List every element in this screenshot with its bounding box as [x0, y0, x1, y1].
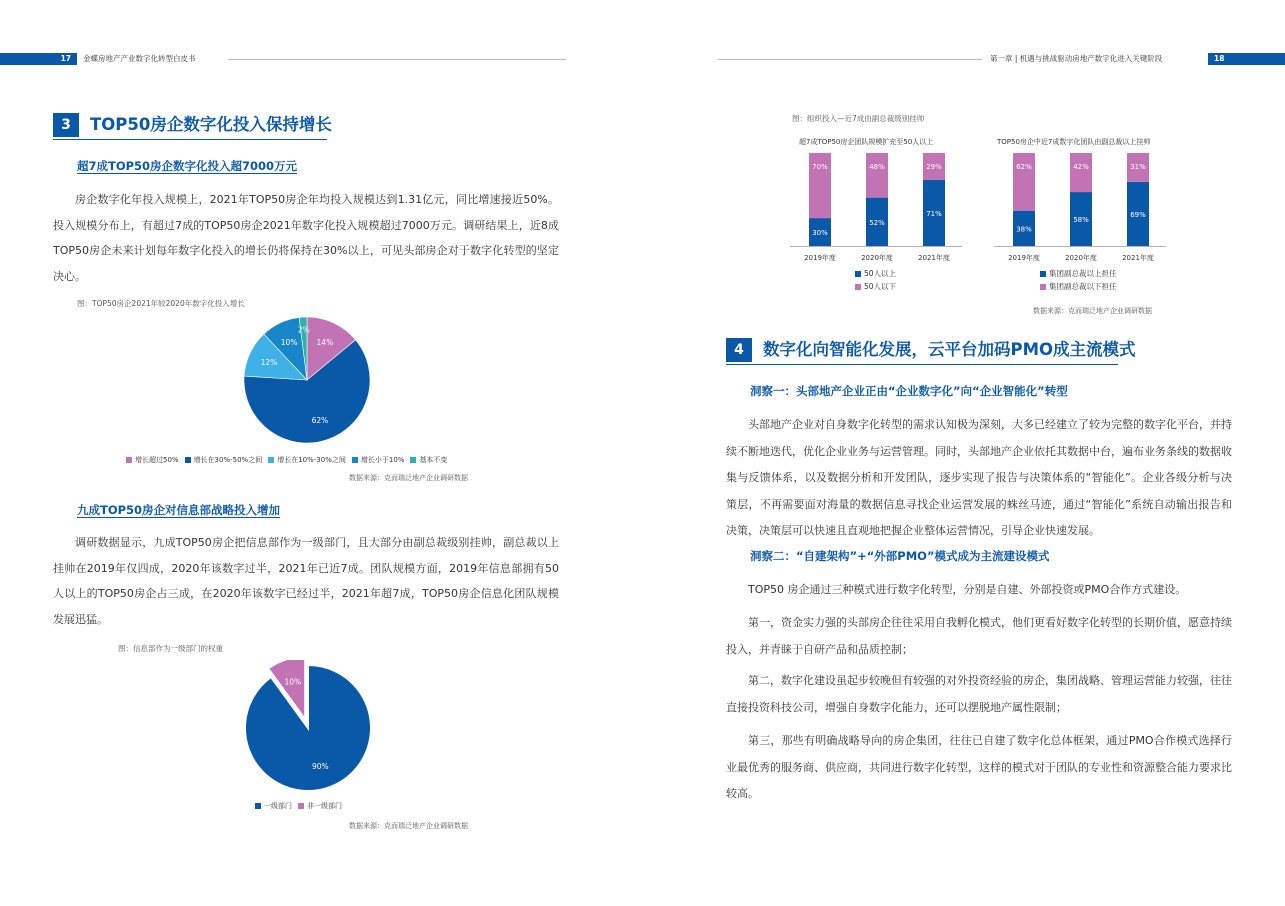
bar2-data-label-3-2: 31% [1130, 163, 1146, 171]
pie1-legend [126, 455, 453, 465]
pie2-legend-item-1 [255, 801, 292, 811]
bar1-legend-swatch-1 [855, 271, 861, 277]
pie1-legend-label-5: 基本不变 [419, 456, 448, 464]
pie1-legend-swatch-3 [268, 457, 274, 463]
bar1-data-label-3-2: 29% [926, 163, 942, 171]
left-running-header: 金蝶房地产产业数字化转型白皮书 [83, 54, 196, 63]
bar1-category-label-1: 2019年度 [804, 254, 836, 262]
chart1-source: 数据来源：克而瑞泛地产企业调研数据 [349, 474, 468, 482]
bar1-data-label-3-1: 71% [926, 209, 942, 218]
bar1-data-label-1-1: 30% [812, 229, 828, 238]
bar1-legend-label-1: 50人以上 [864, 269, 897, 278]
pie2-legend-item-2 [298, 801, 342, 811]
paragraph-mode-2: 第二，数字化建设虽起步较晚但有较强的对外投资经验的房企，集团战略、管理运营能力较强，往往直接投资科技公司，增强自身数字化能力，还可以摆脱地产属性限制； [726, 674, 1232, 714]
section-underline [53, 139, 327, 140]
organization-investment-bar-charts [790, 128, 1190, 293]
pie-value-label-4: 10% [280, 337, 298, 347]
subheading-it-department: 九成TOP50房企对信息部战略投入增加 [77, 503, 281, 517]
bar1-title: 超7成TOP50房企团队规模扩充至50人以上 [799, 138, 934, 146]
chart2-source: 数据来源：克而瑞泛地产企业调研数据 [349, 822, 468, 830]
pie1-legend-label-4: 增长小于10% [360, 456, 405, 464]
pie2-legend-swatch-2 [298, 803, 304, 809]
bar2-data-label-2-2: 42% [1073, 163, 1089, 171]
pie2-legend [255, 801, 348, 811]
insight-1-heading: 洞察一：头部地产企业正由“企业数字化”向“企业智能化”转型 [750, 384, 1068, 398]
pie1-legend-swatch-4 [352, 457, 358, 463]
bar2-data-label-2-1: 58% [1073, 216, 1089, 225]
investment-growth-pie-chart [240, 313, 374, 447]
it-department-weight-pie-chart [240, 660, 380, 798]
pie1-legend-swatch-1 [126, 457, 132, 463]
bar2-bar-1-series-2 [1013, 153, 1035, 211]
right-running-header: 第一章 | 机遇与挑战驱动房地产数字化进入关键阶段 [990, 54, 1163, 63]
bar2-legend-label-1: 集团副总裁以上担任 [1049, 269, 1117, 278]
pie1-legend-item-1 [126, 455, 179, 465]
chart3-source: 数据来源：克而瑞泛地产企业调研数据 [1033, 307, 1152, 315]
bar2-category-label-1: 2019年度 [1008, 254, 1040, 262]
paragraph-investment: 房企数字化年投入规模上，2021年TOP50房企年均投入规模达到1.31亿元，同比增速接近50%。投入规模分布上，有超过7成的TOP50房企2021年数字化投入规模超过7000万元。调研结果上，近8成TOP50房企未来计划每年数字化投入的增长仍将保持在30%以上，可见头部房企对于数字化转型的坚定决心。 [53, 193, 559, 283]
pie-value-label-3: 12% [260, 358, 278, 368]
pie2-legend-label-2: 非一级部门 [307, 802, 342, 810]
bar1-data-label-1-2: 70% [812, 163, 828, 171]
pie-value-label-5: 2% [297, 325, 310, 335]
bar1-bar-2-series-2 [866, 153, 888, 198]
pie-value-label-1: 90% [312, 762, 329, 772]
section-title: TOP50房企数字化投入保持增长 [90, 115, 332, 134]
pie1-legend-swatch-5 [410, 457, 416, 463]
bar1-data-label-2-2: 48% [869, 163, 885, 171]
bar1-data-label-2-1: 52% [869, 218, 885, 227]
right-header-rule [718, 59, 982, 60]
paragraph-mode-1: 第一，资金实力强的头部房企往往采用自我孵化模式，他们更看好数字化转型的长期价值，愿意持续投入，并青睐于自研产品和品质控制； [726, 616, 1232, 656]
bar2-legend-label-2: 集团副总裁以下担任 [1049, 282, 1117, 291]
pie-value-label-2: 10% [284, 677, 302, 687]
pie1-legend-label-2: 增长在30%-50%之间 [193, 456, 263, 464]
paragraph-insight-1: 头部地产企业对自身数字化转型的需求认知极为深刻，大多已经建立了较为完整的数字化平台，并持续不断地迭代，优化企业业务与运营管理。同时，头部地产企业依托其数据中台，遍布业务条线的数据收集与反馈体系，以及数据分析和开发团队，逐步实现了报告与决策体系的“智能化”。企业各级分析与决策层，不再需要面对海量的数据信息寻找企业运营发展的蛛丝马迹，通过“智能化”系统自动输出报告和决策，决策层可以快速且直观地把握企业整体运营情况，引导企业快速发展。 [726, 418, 1232, 537]
bar2-legend [1040, 268, 1117, 294]
pie2-legend-swatch-1 [255, 803, 261, 809]
section-title: 数字化向智能化发展，云平台加码PMO成主流模式 [763, 340, 1136, 359]
bar2-bar-2-series-2 [1070, 153, 1092, 192]
bar1-category-label-3: 2021年度 [918, 254, 950, 262]
subheading-investment: 超7成TOP50房企数字化投入超7000万元 [77, 159, 298, 173]
paragraph-mode-3: 第三，那些有明确战略导向的房企集团，往往已自建了数字化总体框架，通过PMO合作模式选择行业最优秀的服务商、供应商，共同进行数字化转型，这样的模式对于团队的专业性和资源整合能力要求比较高。 [726, 734, 1232, 800]
bar2-data-label-3-1: 69% [1130, 210, 1146, 219]
section-number: 4 [726, 338, 752, 362]
right-page-number-text: 18 [1214, 54, 1225, 63]
pie1-legend-item-3 [268, 455, 346, 465]
pie2-legend-label-1: 一级部门 [264, 802, 292, 810]
section-number: 3 [53, 113, 79, 137]
chart2-caption: 图：信息部作为一级部门的权重 [118, 644, 223, 653]
bar2-category-label-3: 2021年度 [1122, 254, 1154, 262]
bar2-legend-item-2 [1040, 281, 1117, 292]
paragraph-modes-intro: TOP50 房企通过三种模式进行数字化转型，分别是自建、外部投资或PMO合作方式建设。 [748, 583, 1187, 596]
left-header-rule [228, 59, 566, 60]
bar1-category-label-2: 2020年度 [861, 254, 893, 262]
pie1-legend-item-5 [410, 455, 447, 465]
pie-value-label-2: 62% [311, 415, 329, 425]
bar2-legend-swatch-2 [1040, 284, 1046, 290]
bar1-legend-swatch-2 [855, 284, 861, 290]
pie1-legend-swatch-2 [185, 457, 191, 463]
pie-value-label-1: 14% [316, 337, 334, 347]
pie1-legend-item-4 [352, 455, 405, 465]
left-page-number [0, 53, 77, 65]
bar2-data-label-1-1: 38% [1016, 225, 1032, 234]
bar2-data-label-1-2: 62% [1016, 163, 1032, 171]
chart1-caption: 图：TOP50房企2021年较2020年数字化投入增长 [77, 299, 245, 308]
bar1-legend-item-1 [855, 268, 896, 279]
pie1-legend-label-1: 增长超过50% [135, 456, 179, 464]
chart3-caption: 图：组织投入—近7成由副总裁级别挂帅 [792, 114, 925, 123]
bar2-title: TOP50房企中近7成数字化团队由副总裁以上挂帅 [997, 138, 1151, 146]
right-page-number [1208, 53, 1285, 65]
pie1-legend-label-3: 增长在10%-30%之间 [277, 456, 346, 464]
bar1-legend [855, 268, 896, 294]
section-underline [726, 364, 1118, 365]
pie1-legend-item-2 [185, 455, 263, 465]
left-page-number-text: 17 [60, 54, 71, 63]
bar1-legend-item-2 [855, 281, 896, 292]
bar2-category-label-2: 2020年度 [1065, 254, 1097, 262]
paragraph-it-department: 调研数据显示，九成TOP50房企把信息部作为一级部门，且大部分由副总裁级别挂帅，副总裁以上挂帅在2019年仅四成，2020年该数字过半，2021年已近7成。团队规模方面，2019年信息部拥有50人以上的TOP50房企占三成，在2020年该数字已经过半，2021年超7成，TOP50房企信息化团队规模发展迅猛。 [53, 536, 559, 626]
pie-slice-1 [245, 665, 371, 791]
bar2-legend-swatch-1 [1040, 271, 1046, 277]
insight-2-heading: 洞察二：“自建架构”+“外部PMO”模式成为主流建设模式 [750, 549, 1050, 563]
bar1-legend-label-2: 50人以下 [864, 282, 897, 291]
bar2-legend-item-1 [1040, 268, 1117, 279]
